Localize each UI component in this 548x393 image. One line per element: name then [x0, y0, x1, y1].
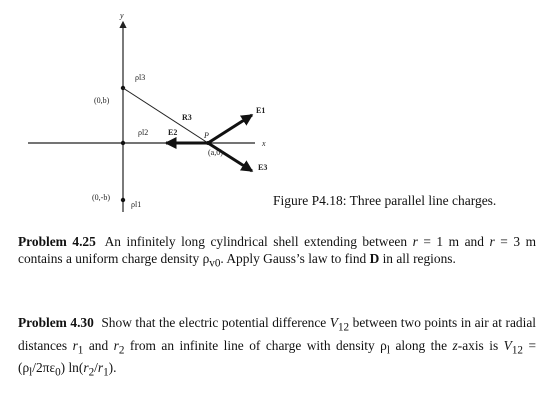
problem-text: An infinitely long cylindrical shell extending between r = 1 m and r = 3 m contains a uniform charge density $\rho_{v0}$. Apply Gauss’s law to find D in all regions.: [18, 234, 536, 270]
charge-point-middle: [121, 141, 125, 145]
problem-4-25: [18, 233, 536, 273]
charge-point-bottom: [121, 198, 125, 202]
e1-label: E1: [256, 106, 266, 115]
problem-number: Problem 4.25: [18, 234, 96, 249]
point-top-label: (0,b): [94, 96, 110, 105]
point-bottom-label: (0,-b): [92, 193, 110, 202]
e2-label: E2: [168, 128, 178, 137]
rho3-label: ρl3: [135, 73, 146, 82]
point-a0-label: (a,0): [208, 148, 223, 157]
figure-caption: Figure P4.18: Three parallel line charges.: [273, 193, 497, 208]
problem-number: Problem 4.30: [18, 315, 94, 330]
r3-label: R3: [182, 113, 192, 122]
rho1-label: ρl1: [131, 200, 142, 209]
e1-vector: [208, 115, 252, 143]
problem-text: Show that the electric potential difference $V_{12}$ between two points in air at radial distances $r_1$ and $r_2$ from an infinite line of charge with density $\rho_l$ along the z-axis is $V_{12} = (\rho_l/2\pi\varepsilon_0)$ $\ln(r_2/r_1)$.: [18, 315, 537, 380]
point-p-label: P: [204, 131, 209, 140]
point-p: [206, 141, 210, 145]
rho2-label: ρl2: [138, 128, 149, 137]
r3-line: [123, 88, 208, 143]
y-axis-label: y: [120, 11, 124, 20]
problem-4-30: [18, 314, 536, 382]
x-axis-label: x: [262, 139, 266, 148]
e3-label: E3: [258, 163, 268, 172]
